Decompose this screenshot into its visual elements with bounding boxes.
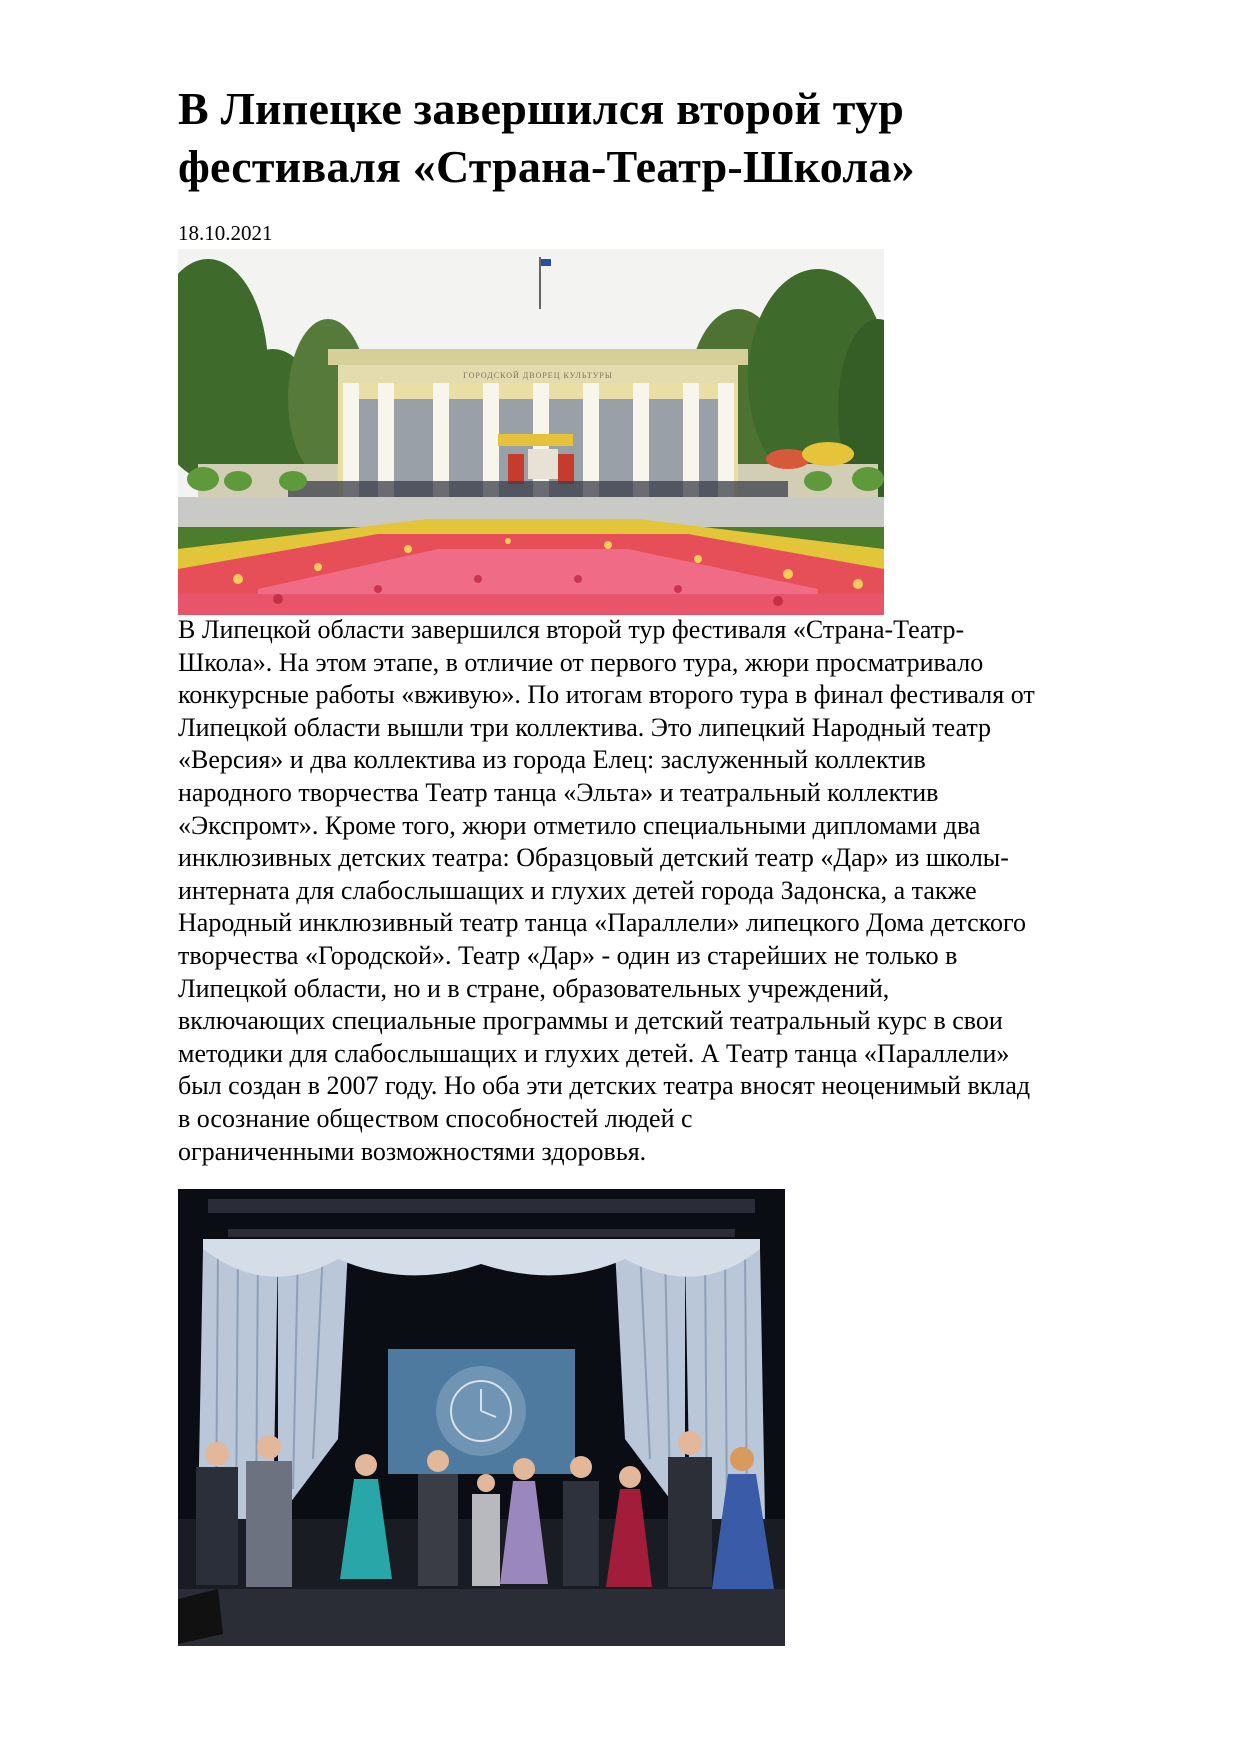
building-sign: ГОРОДСКОЙ ДВОРЕЦ КУЛЬТУРЫ [463, 371, 613, 380]
title-line: В Липецке завершился второй тур [178, 83, 904, 134]
palace-photo [178, 249, 884, 615]
article-body [178, 614, 1178, 1168]
body-line: был создан в 2007 году. Но оба эти детских театра вносят неоценимый вклад [178, 1071, 1031, 1101]
body-line: включающих специальные программы и детский театральный курс в свои [178, 1006, 1003, 1036]
body-line: в осознание обществом способностей людей с [178, 1103, 693, 1133]
body-line: «Версия» и два коллектива из города Елец: заслуженный коллектив [178, 745, 926, 775]
body-line: инклюзивных детских театра: Образцовый детский театр «Дар» из школы- [178, 843, 1009, 873]
article-date: 18.10.2021 [178, 221, 273, 245]
body-line: «Экспромт». Кроме того, жюри отметило специальными дипломами два [178, 810, 981, 840]
body-line: ограниченными возможностями здоровья. [178, 1136, 647, 1166]
body-line: Липецкой области вышли три коллектива. Это липецкий Народный театр [178, 712, 992, 742]
body-line: интерната для слабослышащих и глухих детей города Задонска, а также [178, 875, 977, 905]
body-line: творчества «Городской». Театр «Дар» - один из старейших не только в [178, 940, 958, 970]
body-line: конкурсные работы «вживую». По итогам второго тура в финал фестиваля от [178, 680, 1035, 710]
body-line: народного творчества Театр танца «Эльта» и театральный коллектив [178, 777, 939, 807]
title-line: фестиваля «Страна-Театр-Школа» [178, 141, 915, 192]
body-line: методики для слабослышащих и глухих детей. А Театр танца «Параллели» [178, 1038, 1010, 1068]
body-line: В Липецкой области завершился второй тур фестиваля «Страна-Театр- [178, 615, 965, 644]
stage-photo [178, 1189, 785, 1646]
article-title [178, 80, 1178, 196]
body-line: Школа». На этом этапе, в отличие от первого тура, жюри просматривало [178, 647, 984, 677]
body-line: Липецкой области, но и в стране, образовательных учреждений, [178, 973, 890, 1003]
body-line: Народный инклюзивный театр танца «Параллели» липецкого Дома детского [178, 908, 1026, 938]
